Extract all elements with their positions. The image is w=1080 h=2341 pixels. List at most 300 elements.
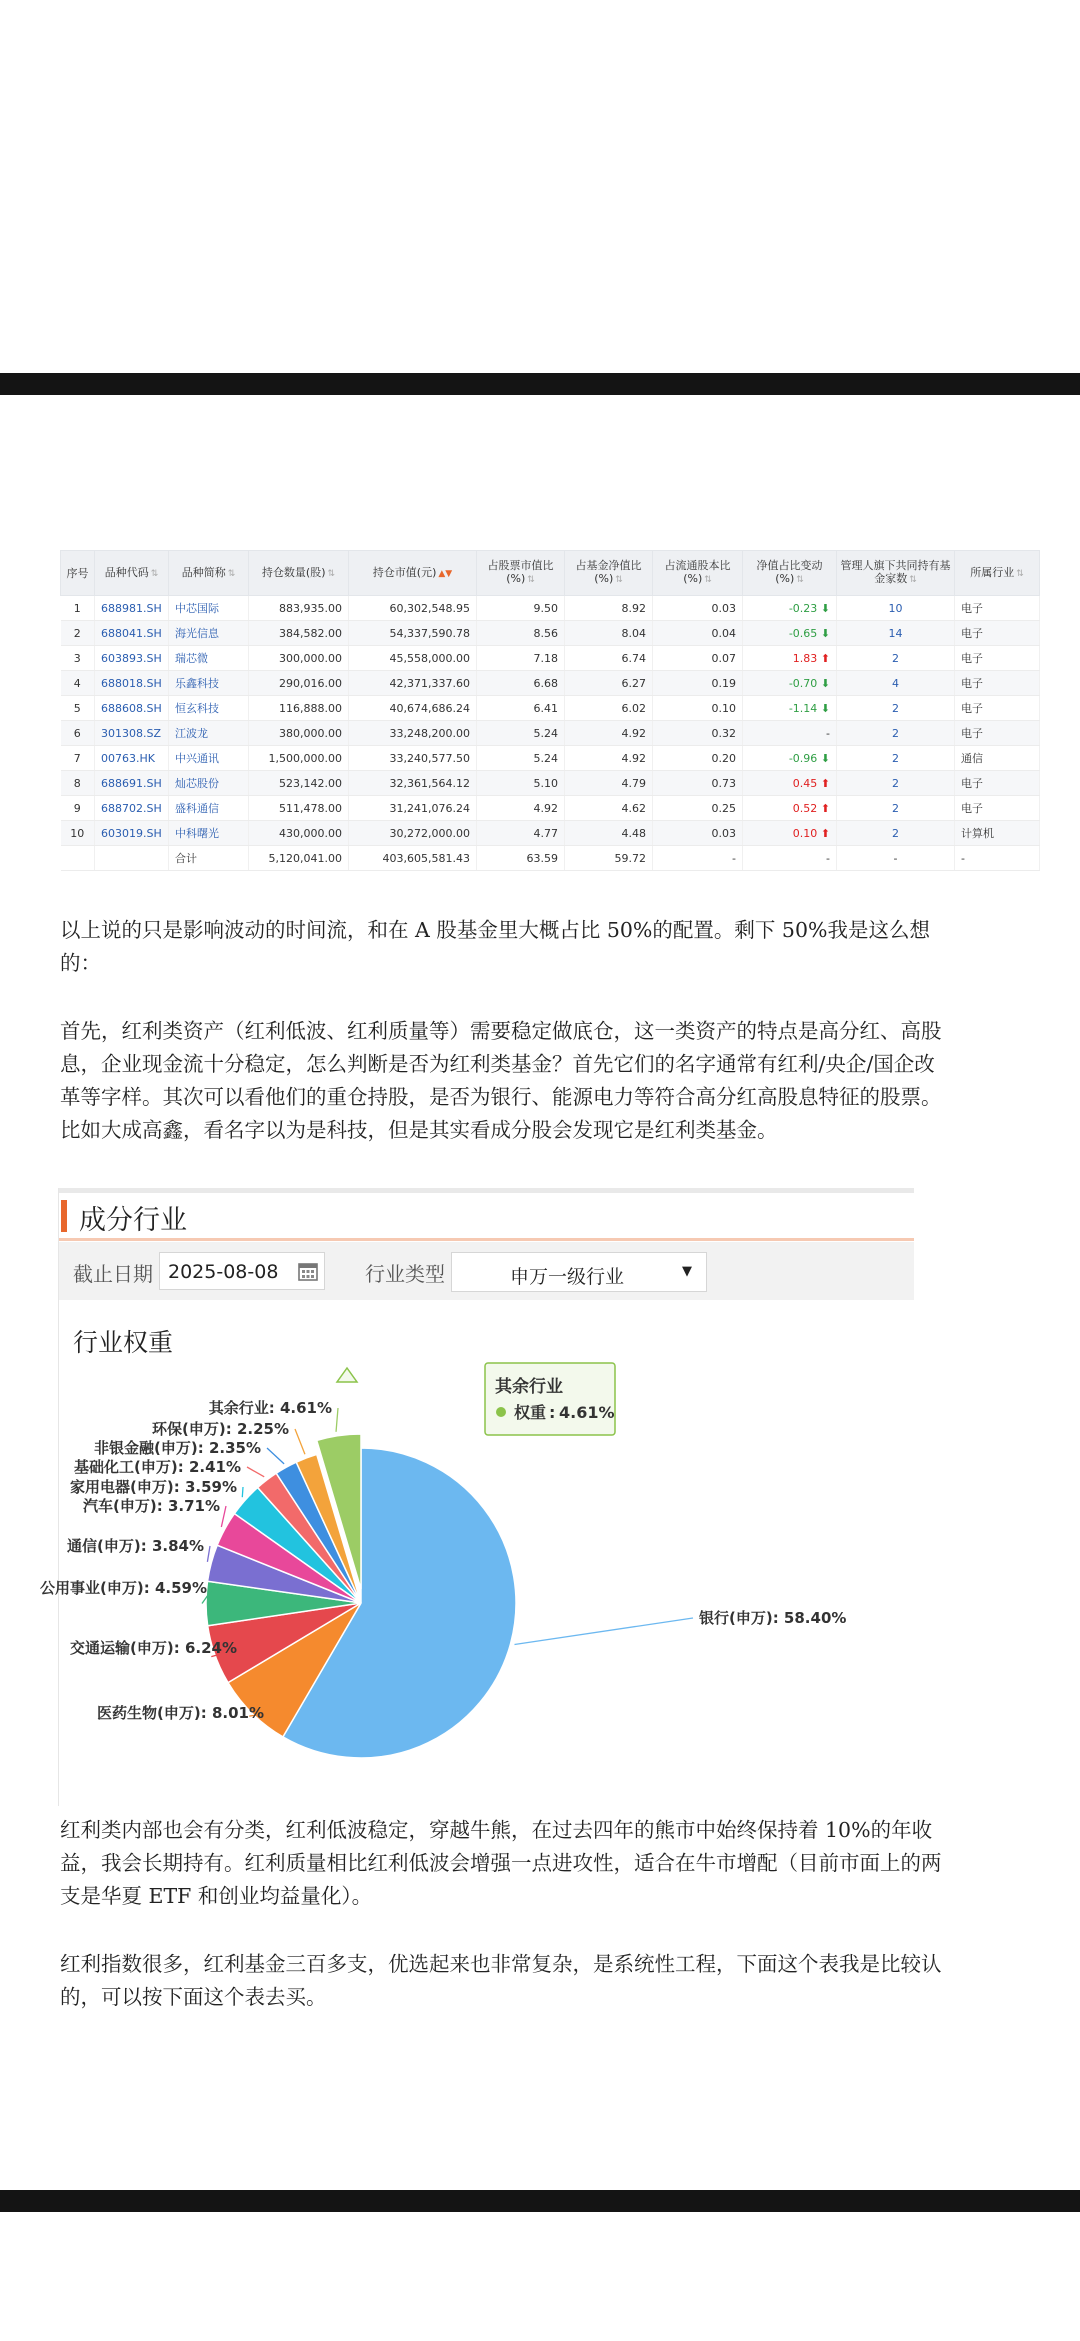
cell-name[interactable] [169, 721, 249, 746]
arrow-down-icon: ⬇ [817, 751, 830, 765]
cell-value: - [826, 726, 830, 740]
cell-name[interactable] [169, 596, 249, 621]
cell-value: 4.92 [621, 751, 646, 765]
cell-float-pct [653, 621, 743, 646]
cell-nav-pct [565, 721, 653, 746]
cell-shares [249, 721, 349, 746]
sort-icon[interactable]: ⇅ [150, 568, 159, 579]
cell-value: 5.24 [533, 726, 558, 740]
cell-value: 30,272,000.00 [389, 826, 470, 840]
cell-value: 7 [73, 751, 81, 765]
cell-shares [249, 846, 349, 871]
cell-value: 电子 [961, 677, 983, 690]
cell-float-pct [653, 671, 743, 696]
cell-value: 2 [892, 826, 899, 840]
cell-value: 688691.SH [101, 776, 162, 790]
cell-nav-pct [565, 796, 653, 821]
cell-code[interactable] [95, 671, 169, 696]
cell-shares [249, 621, 349, 646]
cell-value: 7.18 [533, 651, 558, 665]
column-header [61, 551, 95, 596]
cell-stock-pct [477, 746, 565, 771]
cell-shares [249, 696, 349, 721]
cell-value: 1,500,000.00 [268, 751, 342, 765]
cell-value: 603893.SH [101, 651, 162, 665]
cell-value: 8 [73, 776, 81, 790]
cell-value: 2 [73, 626, 81, 640]
cell-value: 电子 [961, 602, 983, 615]
cell-name[interactable] [169, 821, 249, 846]
cell-value: 4.79 [621, 776, 646, 790]
cell-funds[interactable] [837, 796, 955, 821]
cell-float-pct [653, 771, 743, 796]
cell-value: 电子 [961, 702, 983, 715]
cell-industry [955, 646, 1040, 671]
cell-value: 1 [73, 601, 81, 615]
cell-stock-pct [477, 621, 565, 646]
pie-leader-line [207, 1546, 210, 1562]
cell-value: 290,016.00 [279, 676, 342, 690]
cell-funds[interactable] [837, 721, 955, 746]
sort-icon[interactable]: ⇅ [704, 575, 712, 585]
cell-value: 33,240,577.50 [389, 751, 470, 765]
cell-value: 33,248,200.00 [389, 726, 470, 740]
arrow-up-icon: ⬆ [817, 801, 830, 815]
cell-stock-pct [477, 821, 565, 846]
cell-value [349, 846, 477, 871]
cell-industry [955, 796, 1040, 821]
cell-no [61, 796, 95, 821]
cell-value: 883,935.00 [279, 601, 342, 615]
cell-value: 计算机 [961, 827, 994, 840]
cell-stock-pct [477, 796, 565, 821]
cell-funds[interactable] [837, 671, 955, 696]
cell-value: 2 [892, 801, 899, 815]
column-header-label: 序号 [66, 566, 89, 580]
cell-value: 恒玄科技 [175, 702, 219, 715]
cell-name[interactable] [169, 771, 249, 796]
cell-value: 2 [892, 751, 899, 765]
cell-industry [955, 771, 1040, 796]
pie-leader-line [221, 1506, 226, 1527]
cell-nav-pct [565, 846, 653, 871]
cell-no [61, 671, 95, 696]
cell-value: -0.65 [788, 626, 818, 640]
cell-value [349, 821, 477, 846]
cell-value: 电子 [961, 727, 983, 740]
cell-name[interactable] [169, 696, 249, 721]
column-header[interactable] [743, 551, 837, 596]
cell-code[interactable] [95, 721, 169, 746]
cell-value: 688702.SH [101, 801, 162, 815]
cell-value: 1.83 [792, 651, 818, 665]
table-row [61, 746, 1040, 771]
cell-value: 瑞芯微 [175, 652, 208, 665]
sort-icon[interactable]: ⇅ [909, 575, 917, 585]
cell-value: 中兴通讯 [175, 752, 219, 765]
pie-slice-label: 基础化工(申万): 2.41% [74, 1458, 241, 1476]
cell-value: 0.10 [711, 701, 736, 715]
cell-value: 10 [70, 826, 85, 840]
pie-leader-line [295, 1429, 305, 1454]
table-row [61, 721, 1040, 746]
column-header-label: 净值占比变动(%) [756, 559, 823, 585]
cell-value: 通信 [961, 752, 983, 765]
cell-value: 电子 [961, 652, 983, 665]
cell-value: 54,337,590.78 [389, 626, 470, 640]
cell-code[interactable] [95, 596, 169, 621]
cell-stock-pct [477, 721, 565, 746]
cell-value: 63.59 [526, 851, 558, 865]
cell-value: 40,674,686.24 [389, 701, 470, 715]
cell-value: 688981.SH [101, 601, 162, 615]
pie-leader-line [514, 1618, 693, 1644]
cell-value: 乐鑫科技 [175, 677, 219, 690]
cell-stock-pct [477, 846, 565, 871]
cell-value: 14 [888, 626, 903, 640]
cell-value: 电子 [961, 627, 983, 640]
sort-icon[interactable]: ⇅ [1016, 568, 1024, 579]
cell-change [743, 721, 837, 746]
cell-funds [837, 846, 955, 871]
cell-value: 8.04 [621, 626, 646, 640]
table-header-row [61, 551, 1040, 596]
cell-value: 0.19 [711, 676, 736, 690]
pie-slice-label: 家用电器(申万): 3.59% [70, 1478, 237, 1496]
arrow-up-icon: ⬆ [817, 776, 830, 790]
cell-industry [955, 721, 1040, 746]
cell-shares [249, 596, 349, 621]
cell-code[interactable] [95, 821, 169, 846]
column-header[interactable] [249, 551, 349, 596]
cell-value: 0.20 [711, 751, 736, 765]
cell-nav-pct [565, 696, 653, 721]
pie-leader-line [247, 1467, 264, 1477]
sort-icon[interactable]: ⇅ [527, 575, 535, 585]
pie-leader-line [267, 1448, 284, 1464]
column-header-label: 所属行业 [970, 565, 1015, 579]
pie-slice-label: 医药生物(申万): 8.01% [97, 1704, 264, 1722]
column-header[interactable] [95, 551, 169, 596]
tooltip-colon: : [549, 1403, 556, 1422]
column-header-label: 持仓市值(元) [372, 565, 437, 579]
cell-change [743, 821, 837, 846]
cell-value: 32,361,564.12 [389, 776, 470, 790]
cell-value: 0.04 [711, 626, 736, 640]
column-header-label: 占流通股本比(%) [664, 559, 731, 585]
cell-value: 0.32 [711, 726, 736, 740]
column-header[interactable] [169, 551, 249, 596]
cell-value: 合计 [175, 852, 197, 865]
column-header-label: 占基金净值比(%) [575, 559, 642, 585]
cell-value: 0.52 [792, 801, 818, 815]
cell-change [743, 621, 837, 646]
cell-value: 45,558,000.00 [389, 651, 470, 665]
cell-value: 0.03 [711, 601, 736, 615]
cell-industry [955, 671, 1040, 696]
cell-value: 511,478.00 [279, 801, 342, 815]
cell-float-pct [653, 596, 743, 621]
tooltip-title: 其余行业 [495, 1377, 563, 1397]
arrow-down-icon: ⬇ [817, 626, 830, 640]
cell-value: 8.92 [621, 601, 646, 615]
table-body [61, 596, 1040, 871]
cell-no [61, 846, 95, 871]
cell-value: 5,120,041.00 [268, 851, 342, 865]
cell-value: 4.48 [621, 826, 646, 840]
cell-value: 9.50 [533, 601, 558, 615]
cell-value: 中芯国际 [175, 602, 219, 615]
cell-value: - [826, 851, 830, 865]
cell-nav-pct [565, 646, 653, 671]
cell-stock-pct [477, 646, 565, 671]
table-row [61, 671, 1040, 696]
cell-value: 5.24 [533, 751, 558, 765]
top-black-bar [0, 373, 1080, 395]
cell-stock-pct [477, 596, 565, 621]
cell-funds[interactable] [837, 596, 955, 621]
cell-float-pct [653, 721, 743, 746]
arrow-down-icon: ⬇ [817, 676, 830, 690]
cell-value: 42,371,337.60 [389, 676, 470, 690]
cell-value: 中科曙光 [175, 827, 219, 840]
cell-change [743, 671, 837, 696]
cell-code[interactable] [95, 646, 169, 671]
pie-leader-line [336, 1408, 338, 1432]
cell-value: 688041.SH [101, 626, 162, 640]
cell-value: 2 [892, 726, 899, 740]
cell-value: 5 [73, 701, 81, 715]
cell-value: -0.96 [788, 751, 818, 765]
sort-icon[interactable]: ⇅ [615, 575, 623, 585]
cell-value: 0.73 [711, 776, 736, 790]
cell-no [61, 746, 95, 771]
arrow-down-icon: ⬇ [817, 701, 830, 715]
cell-name[interactable] [169, 796, 249, 821]
table-row [61, 621, 1040, 646]
cell-value: - [732, 851, 736, 865]
cell-float-pct [653, 746, 743, 771]
date-label: 截止日期 [73, 1262, 153, 1286]
paragraph-dividend-categories: 红利类内部也会有分类，红利低波稳定，穿越牛熊，在过去四年的熊市中始终保持着 10%的年收益，我会长期持有。红利质量相比红利低波会增强一点进攻性，适合在牛市增配（目前市面上的两支是华夏 ETF 和创业均益量化）。 [60, 1818, 942, 1908]
cell-change [743, 746, 837, 771]
cell-value [349, 746, 477, 771]
cell-change [743, 796, 837, 821]
cell-value [349, 696, 477, 721]
cell-no [61, 821, 95, 846]
column-header[interactable] [955, 551, 1040, 596]
arrow-down-icon: ⬇ [817, 601, 830, 615]
pie-slice-label: 其余行业: 4.61% [208, 1399, 332, 1417]
cell-value: 6.74 [621, 651, 646, 665]
cell-funds[interactable] [837, 621, 955, 646]
column-header-label: 管理人旗下共同持有基金家数 [840, 559, 951, 585]
cell-nav-pct [565, 596, 653, 621]
cell-value: 403,605,581.43 [382, 851, 470, 865]
cell-value: 0.10 [792, 826, 818, 840]
pie-slice-label: 通信(申万): 3.84% [67, 1537, 204, 1555]
tooltip-marker [496, 1407, 506, 1417]
table-row [61, 796, 1040, 821]
cell-value: 430,000.00 [279, 826, 342, 840]
cell-name[interactable] [169, 746, 249, 771]
cell-value: 384,582.00 [279, 626, 342, 640]
cell-funds[interactable] [837, 646, 955, 671]
cell-value [349, 796, 477, 821]
column-header[interactable] [837, 551, 955, 596]
cell-code[interactable] [95, 746, 169, 771]
pie-slice-label: 环保(申万): 2.25% [152, 1420, 289, 1438]
cell-value: 688608.SH [101, 701, 162, 715]
cell-value: 6.68 [533, 676, 558, 690]
cell-value: 6.02 [621, 701, 646, 715]
column-header[interactable] [653, 551, 743, 596]
bottom-black-bar [0, 2190, 1080, 2212]
cell-nav-pct [565, 671, 653, 696]
table-row [61, 821, 1040, 846]
cell-change [743, 846, 837, 871]
cell-no [61, 771, 95, 796]
cell-no [61, 621, 95, 646]
column-header-label: 品种简称 [181, 565, 226, 579]
cell-value: 盛科通信 [175, 802, 219, 815]
cell-value [349, 671, 477, 696]
cell-value: 116,888.00 [279, 701, 342, 715]
cell-code[interactable] [95, 621, 169, 646]
cell-value: -0.70 [788, 676, 818, 690]
column-header-label: 品种代码 [104, 565, 149, 579]
cell-value: 0.25 [711, 801, 736, 815]
cell-funds[interactable] [837, 696, 955, 721]
cell-industry [955, 846, 1040, 871]
cell-value: -1.14 [788, 701, 818, 715]
cell-value: 5.10 [533, 776, 558, 790]
cell-value: 0.03 [711, 826, 736, 840]
column-header[interactable] [349, 551, 477, 596]
sort-icon[interactable]: ⇅ [796, 575, 804, 585]
table-total-row [61, 846, 1040, 871]
date-value: 2025-08-08 [168, 1261, 279, 1283]
cell-value: 江波龙 [175, 727, 208, 740]
cell-float-pct [653, 696, 743, 721]
cell-value: 4 [892, 676, 899, 690]
cell-name [169, 846, 249, 871]
column-header-label: 持仓数量(股) [261, 565, 326, 579]
cell-name[interactable] [169, 646, 249, 671]
cell-industry [955, 596, 1040, 621]
cell-code [95, 846, 169, 871]
table-row [61, 596, 1040, 621]
cell-code[interactable] [95, 696, 169, 721]
pie-leader-line [242, 1487, 243, 1497]
column-header[interactable] [477, 551, 565, 596]
paragraph-dividend-index: 红利指数很多，红利基金三百多支，优选起来也非常复杂，是系统性工程，下面这个表我是比较认的，可以按下面这个表去买。 [60, 1952, 942, 2009]
cell-stock-pct [477, 671, 565, 696]
cell-industry [955, 746, 1040, 771]
cell-value: 00763.HK [101, 751, 155, 765]
cell-value [349, 596, 477, 621]
cell-value: 31,241,076.24 [389, 801, 470, 815]
cell-value: 301308.SZ [101, 726, 162, 740]
cell-float-pct [653, 796, 743, 821]
sort-icon[interactable]: ⇅ [327, 568, 336, 579]
cell-shares [249, 646, 349, 671]
cell-stock-pct [477, 696, 565, 721]
cell-value: 3 [73, 651, 81, 665]
cell-value: 8.56 [533, 626, 558, 640]
cell-funds[interactable] [837, 771, 955, 796]
cell-value: 4.92 [533, 801, 558, 815]
cell-value: 380,000.00 [279, 726, 342, 740]
cell-float-pct [653, 646, 743, 671]
cell-code[interactable] [95, 796, 169, 821]
cell-stock-pct [477, 771, 565, 796]
cell-industry [955, 821, 1040, 846]
cell-no [61, 721, 95, 746]
cell-value: 4.62 [621, 801, 646, 815]
cell-value: 59.72 [614, 851, 646, 865]
cell-name[interactable] [169, 671, 249, 696]
cell-industry [955, 621, 1040, 646]
chart-tooltip [337, 1363, 615, 1435]
cell-value: 0.07 [711, 651, 736, 665]
cell-value: 9 [73, 801, 81, 815]
arrow-up-icon: ⬆ [817, 826, 830, 840]
cell-value: 10 [888, 601, 903, 615]
cell-nav-pct [565, 771, 653, 796]
cell-value: 灿芯股份 [175, 777, 219, 790]
tooltip-value: 4.61% [559, 1403, 615, 1422]
cell-shares [249, 671, 349, 696]
cell-name[interactable] [169, 621, 249, 646]
cell-value [349, 621, 477, 646]
cell-value: 300,000.00 [279, 651, 342, 665]
pie-slice-label: 银行(申万): 58.40% [699, 1609, 847, 1627]
cell-value: 0.45 [792, 776, 818, 790]
cell-value: 4.77 [533, 826, 558, 840]
cell-nav-pct [565, 821, 653, 846]
cell-change [743, 771, 837, 796]
cell-shares [249, 821, 349, 846]
cell-value: 电子 [961, 802, 983, 815]
column-header-label: 占股票市值比(%) [487, 559, 554, 585]
pie-slice-label: 非银金融(申万): 2.35% [94, 1439, 261, 1457]
paragraph-dividend-assets: 首先，红利类资产（红利低波、红利质量等）需要稳定做底仓，这一类资产的特点是高分红、高股息，企业现金流十分稳定，怎么判断是否为红利类基金？首先它们的名字通常有红利/央企/国企改革等字样。其次可以看他们的重仓持股，是否为银行、能源电力等符合高分红高股息特征的股票。比如大成高鑫，看名字以为是科技，但是其实看成分股会发现它是红利类基金。 [60, 1019, 942, 1142]
cell-change [743, 646, 837, 671]
cell-funds[interactable] [837, 821, 955, 846]
cell-value: 6.27 [621, 676, 646, 690]
cell-funds[interactable] [837, 746, 955, 771]
cell-value: 523,142.00 [279, 776, 342, 790]
cell-no [61, 596, 95, 621]
cell-code[interactable] [95, 771, 169, 796]
pie-slice-label: 交通运输(申万): 6.24% [70, 1639, 237, 1657]
cell-nav-pct [565, 621, 653, 646]
cell-float-pct [653, 821, 743, 846]
chevron-down-icon: ▼ [682, 1264, 692, 1279]
cell-value: 电子 [961, 777, 983, 790]
industry-weights-title: 行业权重 [73, 1328, 174, 1357]
cell-value [349, 646, 477, 671]
sort-icon[interactable]: ⇅ [227, 568, 236, 579]
cell-value: 6.41 [533, 701, 558, 715]
cell-value: 2 [892, 651, 899, 665]
cell-value: - [961, 851, 965, 865]
cell-value: -0.23 [788, 601, 818, 615]
column-header[interactable] [565, 551, 653, 596]
sort-icon[interactable]: ▲▼ [438, 568, 453, 579]
cell-value: 6 [73, 726, 81, 740]
